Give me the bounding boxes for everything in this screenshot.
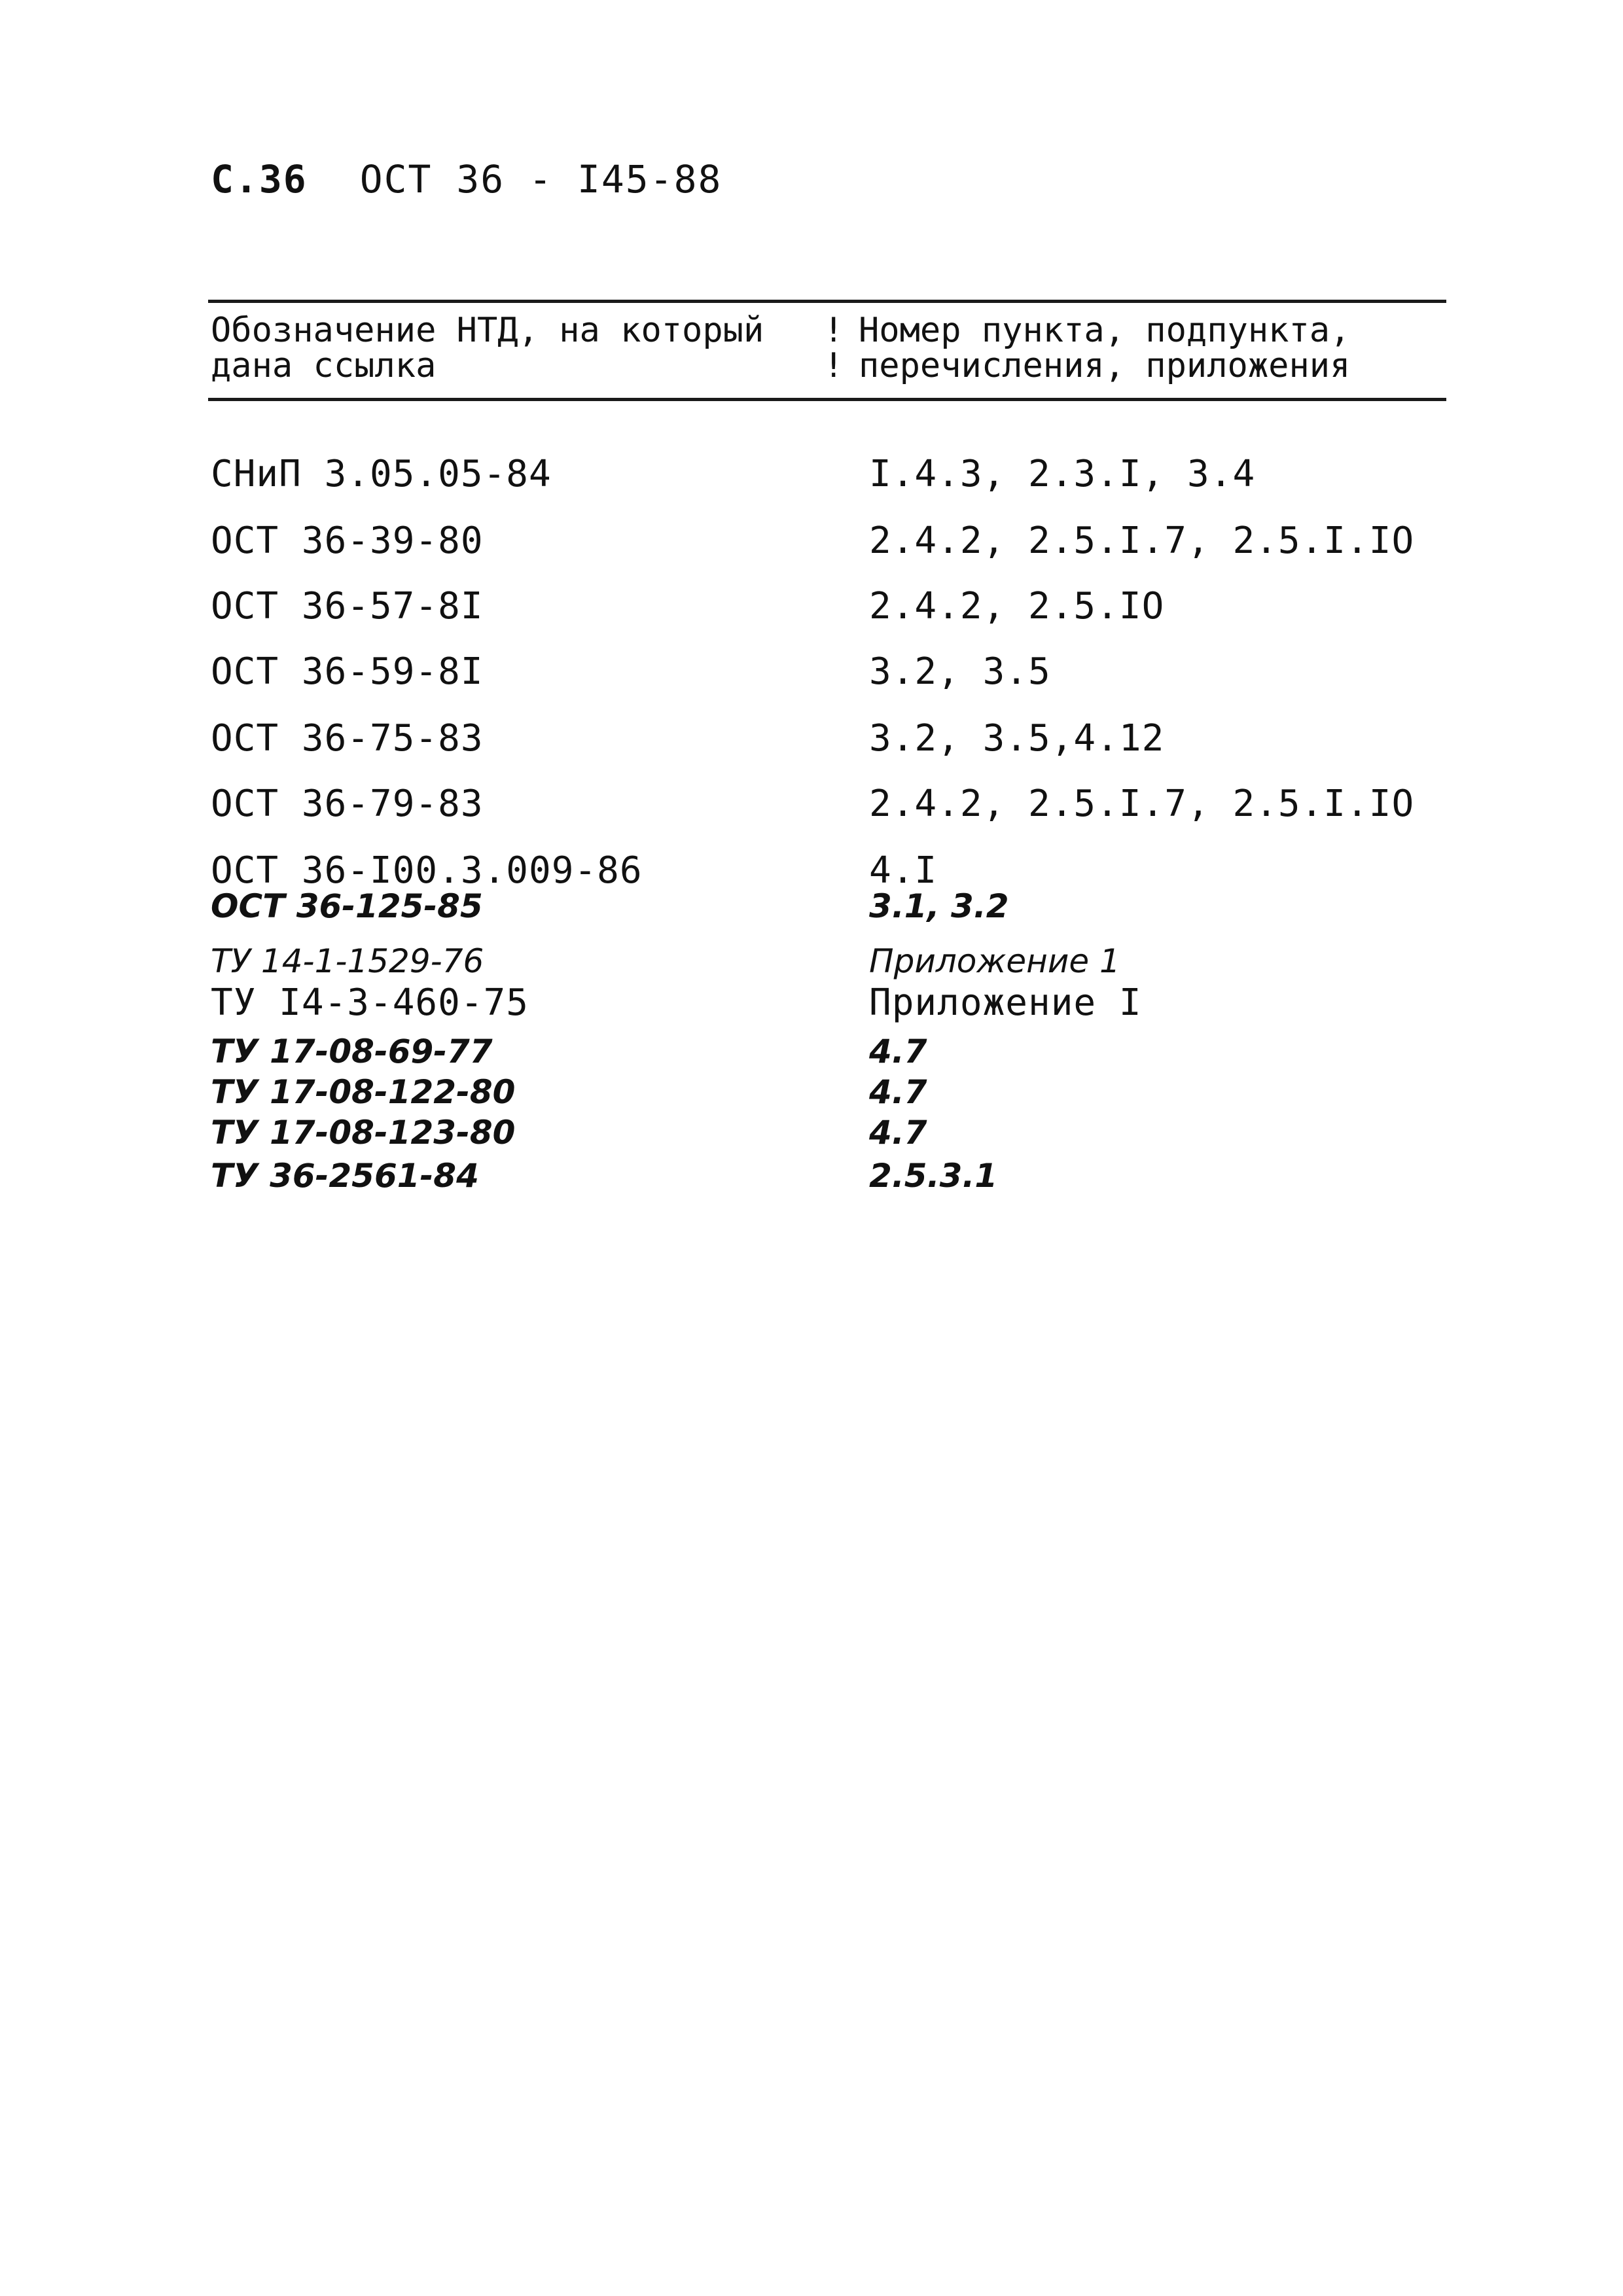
page-number: С.36 <box>211 157 308 202</box>
row-points: 4.7 <box>869 1114 927 1152</box>
column-separator <box>823 313 843 383</box>
column-separator-mark-1: ! <box>823 311 844 350</box>
row-points: 3.1, 3.2 <box>869 887 1009 925</box>
row-points: 4.7 <box>869 1073 927 1111</box>
row-ref: ТУ 17-08-123-80 <box>211 1114 516 1152</box>
row-points: 2.4.2, 2.5.IO <box>869 585 1165 627</box>
row-ref: ТУ 17-08-69-77 <box>211 1033 493 1070</box>
table-header-bottom-rule <box>208 398 1446 401</box>
row-ref: ТУ 14-1-1529-76 <box>211 942 484 980</box>
row-points: 3.2, 3.5 <box>869 650 1051 693</box>
row-points: 2.4.2, 2.5.I.7, 2.5.I.IO <box>869 783 1415 825</box>
row-ref: ТУ 17-08-122-80 <box>211 1073 516 1111</box>
column-header-designation <box>211 313 800 383</box>
row-points: 4.I <box>869 849 938 892</box>
row-ref: ТУ I4-3-460-75 <box>211 981 529 1024</box>
row-points: 3.2, 3.5,4.12 <box>869 717 1165 760</box>
column-separator-mark-2: ! <box>823 346 844 385</box>
row-points: 2.4.2, 2.5.I.7, 2.5.I.IO <box>869 520 1415 562</box>
row-ref: СНиП 3.05.05-84 <box>211 453 552 495</box>
row-points: 4.7 <box>869 1033 927 1070</box>
page-header <box>211 157 722 202</box>
row-ref: ОСТ 36-79-83 <box>211 783 484 825</box>
row-ref: ОСТ 36-59-8I <box>211 650 484 693</box>
row-ref: ТУ 36-2561-84 <box>211 1157 479 1195</box>
column-header-clause-line-1: Номер пункта, подпункта, <box>859 311 1351 350</box>
column-header-designation-line-1: Обозначение НТД, на который <box>211 311 764 350</box>
row-ref: ОСТ 36-57-8I <box>211 585 484 627</box>
row-ref: ОСТ 36-125-85 <box>211 887 483 925</box>
row-points: I.4.3, 2.3.I, 3.4 <box>869 453 1256 495</box>
column-header-designation-line-2: дана ссылка <box>211 346 437 385</box>
row-ref: ОСТ 36-39-80 <box>211 520 484 562</box>
column-header-clause <box>859 313 1350 383</box>
row-points: Приложение I <box>869 981 1142 1024</box>
row-ref: ОСТ 36-75-83 <box>211 717 484 760</box>
row-points: 2.5.3.1 <box>869 1157 998 1195</box>
document-code: ОСТ 36 - I45-88 <box>359 157 722 202</box>
table-top-rule <box>208 300 1446 303</box>
column-header-clause-line-2: перечисления, приложения <box>859 346 1351 385</box>
row-ref: ОСТ 36-I00.3.009-86 <box>211 849 643 892</box>
row-points: Приложение 1 <box>869 942 1120 980</box>
